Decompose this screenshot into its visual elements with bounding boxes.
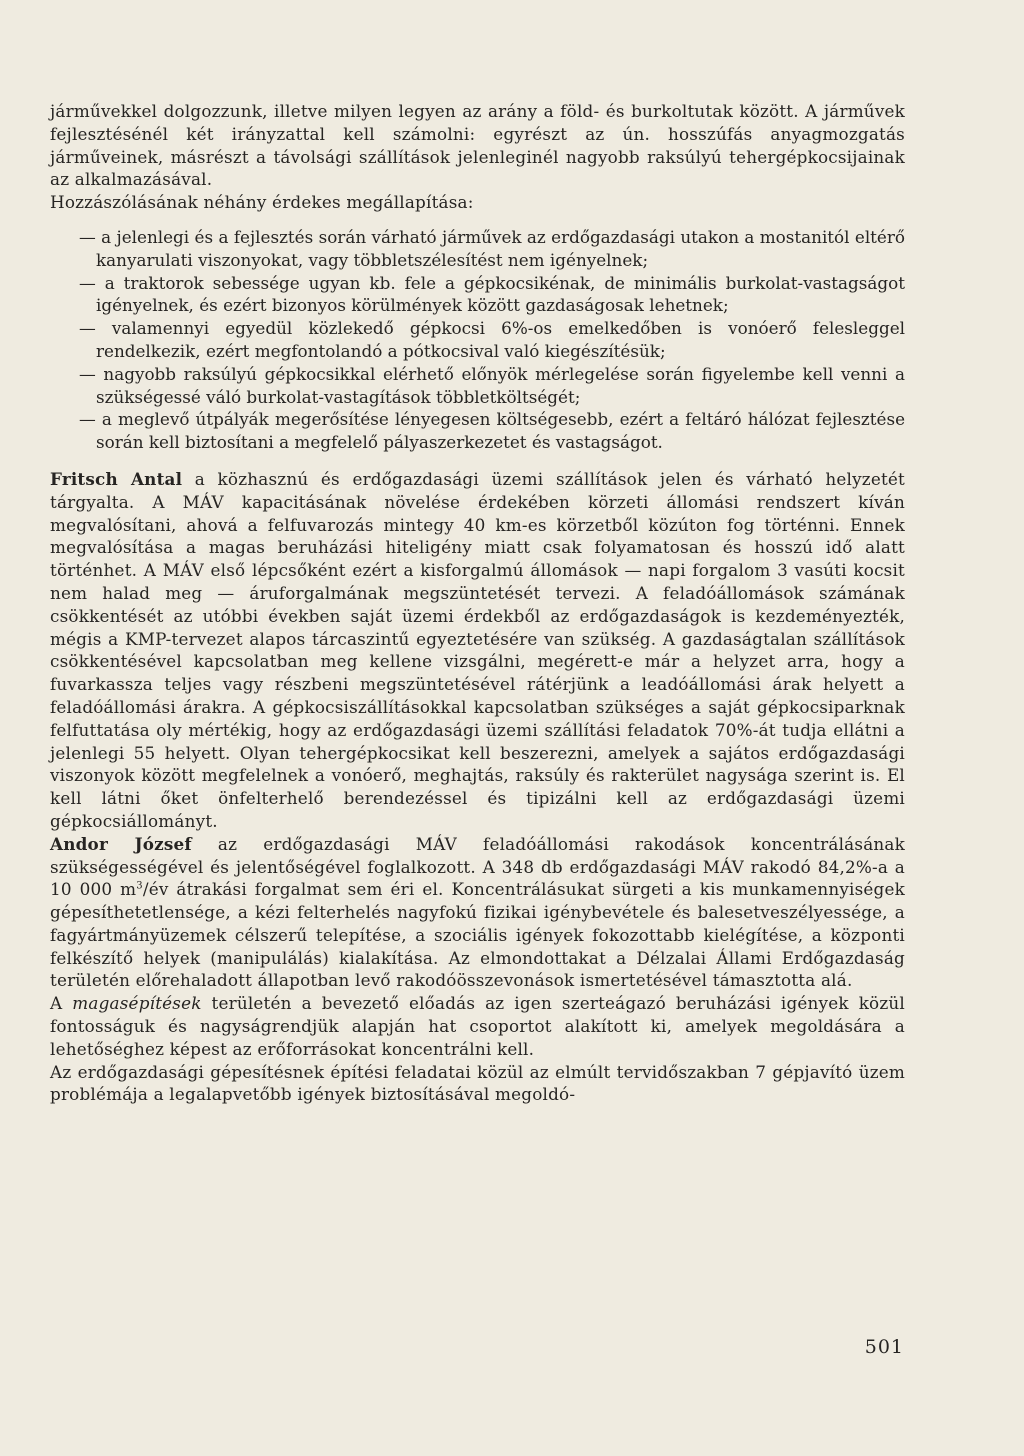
list-item: — a jelenlegi és a fejlesztés során várható járművek az erdőgazdasági utakon a mostanitól eltérő kanyarulati viszonyokat, vagy többletszélesítést nem igényelnek; (79, 226, 905, 270)
fritsch-paragraph (50, 468, 905, 833)
intro-paragraph: járművekkel dolgozzunk, illetve milyen legyen az arány a föld- és burkoltutak között. A járművek fejlesztésénél két irányzattal kell számolni: egyrészt az ún. hosszúfás anyagmozgatás járműveinek, másrészt a távolsági szállítások jelenleginél nagyobb raksúlyú tehergépkocsijainak az alkalmazásával. (50, 101, 905, 190)
contribution-heading: Hozzászólásának néhány érdekes megállapítása: (50, 192, 474, 213)
building-lead: A (50, 993, 63, 1014)
page-number: 501 (864, 1336, 904, 1358)
list-item: — a meglevő útpályák megerősítése lényegesen költségesebb, ezért a feltáró hálózat fejlesztése során kell biztosítani a megfelelő pályaszerkezetet és vastagságot. (79, 409, 905, 453)
andor-text-a: az erdőgazdasági MÁV feladóállomási rakodások koncentrálásának szükségességével és jelentőségével foglalkozott. A 348 db erdőgazdasági MÁV rakodó 84,2%-a a 10 000 m (50, 833, 905, 900)
speaker-name: Andor József (50, 833, 192, 854)
andor-paragraph (50, 833, 905, 993)
superscript: 3 (136, 880, 143, 892)
page-body (50, 100, 905, 1106)
list-item: — nagyobb raksúlyú gépkocsikkal elérhető előnyök mérlegelése során figyelembe kell venni a szükségessé váló burkolat-vastagítások többletköltségét; (79, 363, 905, 407)
list-item: — valamennyi egyedül közlekedő gépkocsi 6%-os emelkedőben is vonóerő felesleggel rendelkezik, ezért megfontolandó a pótkocsival való kiegészítésük; (79, 318, 905, 361)
fritsch-text: a közhasznú és erdőgazdasági üzemi szállítások jelen és várható helyzetét tárgyalta. A MÁV kapacitásának növelése érdekében körzeti állomási rendszert kíván megvalósítani, ahová a felfuvarozás mintegy 40 km-es körzetből közúton fog történni. Ennek megvalósítása a magas beruházási hiteligény miatt csak folyamatosan és hosszú idő alatt történhet. A MÁV első lépcsőként ezért a kisforgalmú állomások — napi forgalom 3 vasúti kocsit nem halad meg — áruforgalmának megszüntetését tervezi. A feladóállomások számának csökkentését az utóbbi években saját üzemi érdekből az erdőgazdaságok is kezdeményezték, mégis a KMP-tervezet alapos tárcaszintű egyeztetésére van szükség. A gazdaságtalan szállítások csökkentésével kapcsolatban meg kellene vizsgálni, megérett-e már a helyzet arra, hogy a fuvarkassza teljes vagy részbeni megszüntetésével rátérjünk a leadóállomási árak helyett a feladóállomási árakra. A gépkocsiszállításokkal kapcsolatban szükséges a saját gépkocsiparknak felfuttatása oly mértékig, hogy az erdőgazdasági üzemi szállítási feladatok 70%-át tudja ellátni a jelenlegi 55 helyett. Olyan tehergépkocsikat kell beszerezni, amelyek a sajátos erdőgazdasági viszonyok között megfelelnek a vonóerő, meghajtás, raksúly és rakterület nagysága szerint is. El kell látni őket önfelterhelő berendezéssel és tipizálni kell az erdőgazdasági üzemi gépkocsiállományt. (50, 468, 905, 831)
building-paragraph (50, 992, 905, 1060)
list-item: — a traktorok sebessége ugyan kb. fele a gépkocsikénak, de minimális burkolat-vastagságot igényelnek, és ezért bizonyos körülmények között gazdaságosak lehetnek; (79, 272, 905, 316)
andor-text-b: /év átrakási forgalmat sem éri el. Koncentrálásukat sürgeti a kis munkamennyiségek gépesíthetetlensége, a kézi felterhelés nagyfokú fizikai igénybevétele és balesetveszélyessége, a fagyártmányüzemek célszerű telepítése, a szociális igények fokozottabb kielégítése, a központi felkészítő helyek (manipulálás) kialakítása. Az elmondottakat a Délzalai Állami Erdőgazdaság területén előrehaladott állapotban levő rakodóösszevonások ismertetésével támasztotta alá. (50, 879, 905, 991)
last-paragraph: Az erdőgazdasági gépesítésnek építési feladatai közül az elmúlt tervidőszakban 7 gépjavító üzem problémája a legalapvetőbb igények biztosításával megoldó- (50, 1061, 905, 1105)
building-topic: magasépítések (72, 993, 202, 1014)
findings-list (50, 226, 905, 454)
building-text: területén a bevezető előadás az igen szerteágazó beruházási igények közül fontosságuk és nagyságrendjük alapján hat csoportot alakított ki, amelyek megoldására a lehetőséghez képest az erőforrásokat koncentrálni kell. (50, 993, 905, 1059)
speaker-name: Fritsch Antal (50, 468, 183, 489)
